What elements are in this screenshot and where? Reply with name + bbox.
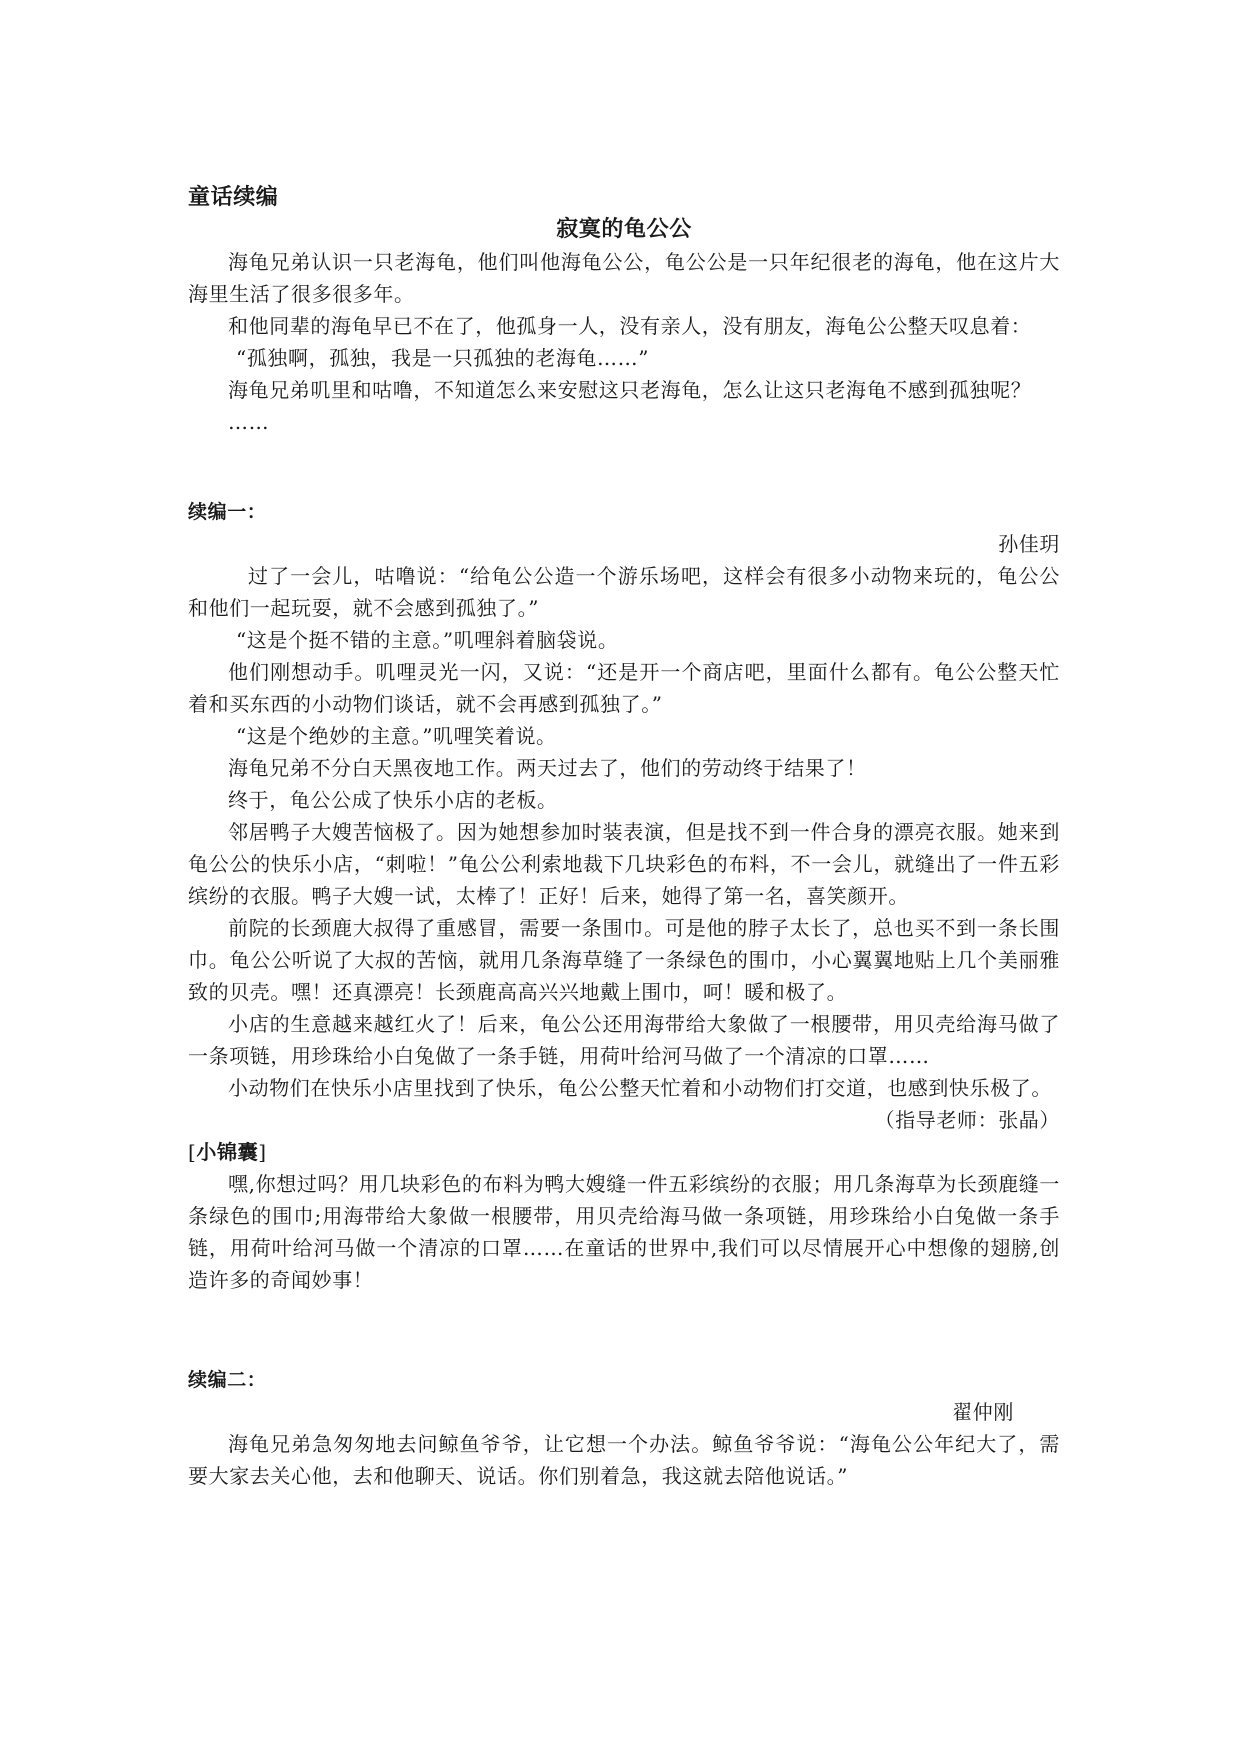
sequel1-paragraph: 前院的长颈鹿大叔得了重感冒，需要一条围巾。可是他的脖子太长了，总也买不到一条长围巾。龟公公听说了大叔的苦恼，就用几条海草缝了一条绿色的围巾，小心翼翼地贴上几个美丽雅致的贝壳。嘿！还真漂亮！长颈鹿高高兴兴地戴上围巾，呵！暖和极了。 (188, 916, 1060, 1004)
sequel1-paragraph: 海龟兄弟不分白天黑夜地工作。两天过去了，他们的劳动终于结果了！ (228, 756, 867, 780)
sequel2-paragraph: 海龟兄弟急匆匆地去问鲸鱼爷爷，让它想一个办法。鲸鱼爷爷说：“海龟公公年纪大了，需要大家去关心他，去和他聊天、说话。你们别着急，我这就去陪他说话。” (188, 1432, 1060, 1488)
sequel1-paragraph: 小动物们在快乐小店里找到了快乐，龟公公整天忙着和小动物们打交道，也感到快乐极了。 (228, 1076, 1052, 1100)
sequel1-teacher: （指导老师：张晶） (874, 1108, 1060, 1132)
document-body (188, 182, 1060, 1492)
sequel1-heading: 续编一： (188, 501, 267, 523)
sequel1-paragraph: 小店的生意越来越红火了！后来，龟公公还用海带给大象做了一根腰带，用贝壳给海马做了一条项链，用珍珠给小白兔做了一条手链，用荷叶给河马做了一个清凉的口罩…… (188, 1012, 1060, 1068)
story-paragraph: “孤独啊，孤独，我是一只孤独的老海龟……” (236, 346, 650, 370)
tips-paragraph: 嘿,你想过吗？用几块彩色的布料为鸭大嫂缝一件五彩缤纷的衣服；用几条海草为长颈鹿缝一条绿色的围巾;用海带给大象做一根腰带，用贝壳给海马做一条项链，用珍珠给小白兔做一条手链，用荷叶给河马做一个清凉的口罩……在童话的世界中,我们可以尽情展开心中想像的翅膀,创造许多的奇闻妙事！ (188, 1172, 1060, 1292)
sequel1-paragraph: 过了一会儿，咕噜说：“给龟公公造一个游乐场吧，这样会有很多小动物来玩的，龟公公和他们一起玩耍，就不会感到孤独了。” (188, 564, 1060, 620)
tips-heading: [小锦囊] (188, 1140, 267, 1164)
story-ellipsis: …… (228, 410, 270, 434)
story-paragraph: 和他同辈的海龟早已不在了，他孤身一人，没有亲人，没有朋友，海龟公公整天叹息着： (228, 314, 1032, 338)
sequel1-paragraph: 终于，龟公公成了快乐小店的老板。 (228, 788, 558, 812)
story-paragraph: 海龟兄弟叽里和咕噜，不知道怎么来安慰这只老海龟，怎么让这只老海龟不感到孤独呢？ (228, 378, 1032, 402)
sequel1-author: 孙佳玥 (998, 532, 1060, 556)
sequel1-paragraph: “这是个绝妙的主意。”叽哩笑着说。 (236, 724, 557, 748)
tips-heading-label: 小锦囊 (196, 1140, 259, 1164)
document-header: 童话续编 (188, 185, 279, 210)
sequel1-paragraph: “这是个挺不错的主意。”叽哩斜着脑袋说。 (236, 628, 619, 652)
sequel2-heading: 续编二： (188, 1369, 267, 1391)
story-title: 寂寞的龟公公 (556, 217, 692, 242)
sequel1-paragraph: 邻居鸭子大嫂苦恼极了。因为她想参加时装表演，但是找不到一件合身的漂亮衣服。她来到龟公公的快乐小店，“刺啦！”龟公公利索地裁下几块彩色的布料，不一会儿，就缝出了一件五彩缤纷的衣服。鸭子大嫂一试，太棒了！正好！后来，她得了第一名，喜笑颜开。 (188, 820, 1060, 908)
sequel1-paragraph: 他们刚想动手。叽哩灵光一闪，又说：“还是开一个商店吧，里面什么都有。龟公公整天忙着和买东西的小动物们谈话，就不会再感到孤独了。” (188, 660, 1060, 716)
sequel2-author: 翟仲刚 (952, 1400, 1014, 1424)
story-paragraph: 海龟兄弟认识一只老海龟，他们叫他海龟公公，龟公公是一只年纪很老的海龟，他在这片大海里生活了很多很多年。 (188, 250, 1060, 306)
